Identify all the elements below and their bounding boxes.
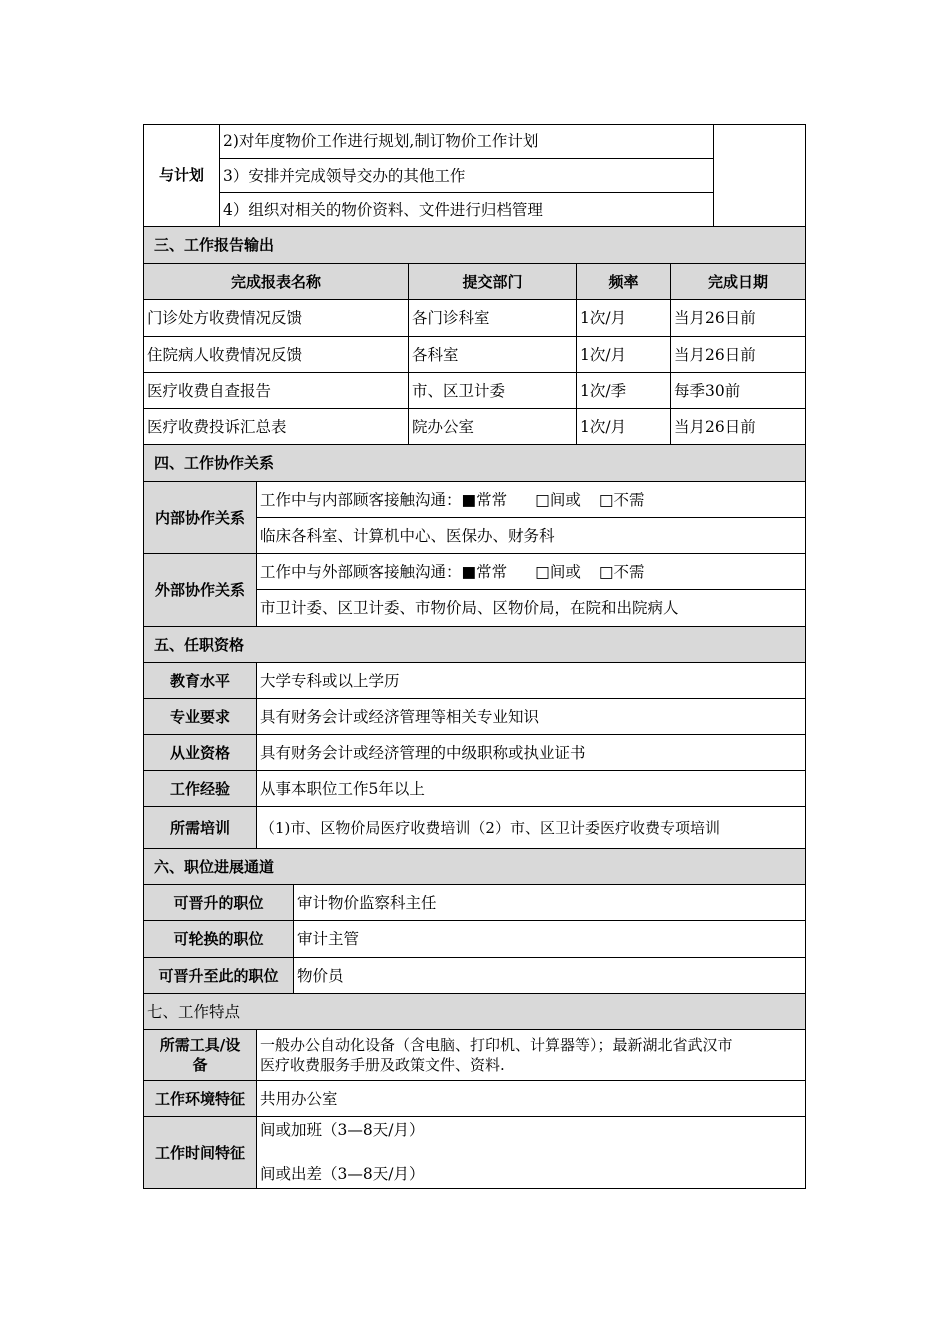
qualification-row [144,771,806,807]
plan-item: 4）组织对相关的物价资料、文件进行归档管理 [220,193,714,227]
time-label: 工作时间特征 [144,1117,257,1189]
report-name: 医疗收费自查报告 [144,373,409,409]
option-never: □不需 [598,562,645,581]
table-row [144,300,806,337]
career-label: 可晋升的职位 [144,885,294,921]
report-date: 当月26日前 [671,337,806,373]
external-prefix: 工作中与外部顾客接触沟通： [260,562,462,581]
qualification-row [144,663,806,699]
report-name: 住院病人收费情况反馈 [144,337,409,373]
section-title: 六、职位进展通道 [144,849,806,885]
career-label: 可轮换的职位 [144,921,294,958]
qualification-row [144,735,806,771]
section-reports [144,227,806,264]
plan-item: 3）安排并完成领导交办的其他工作 [220,159,714,193]
table-row [144,373,806,409]
section-qualification [144,627,806,663]
section-title: 七、工作特点 [144,994,806,1030]
career-row [144,885,806,921]
tools-row [144,1030,806,1081]
career-value: 物价员 [294,958,806,994]
qualification-label: 从业资格 [144,735,257,771]
career-row [144,958,806,994]
qualification-label: 专业要求 [144,699,257,735]
internal-label: 内部协作关系 [144,482,257,554]
career-row [144,921,806,958]
time-value-line2: 间或出差（3—8天/月） [260,1165,425,1183]
external-label: 外部协作关系 [144,554,257,627]
qualification-value: 具有财务会计或经济管理的中级职称或执业证书 [257,735,806,771]
report-date: 当月26日前 [671,300,806,337]
report-name: 门诊处方收费情况反馈 [144,300,409,337]
plan-remark [714,124,806,227]
qualification-value: 具有财务会计或经济管理等相关专业知识 [257,699,806,735]
col-header: 完成报表名称 [144,264,409,300]
internal-cooperation [144,482,806,554]
report-freq: 1次/月 [577,337,671,373]
plan-block [144,124,806,227]
section-title: 三、工作报告输出 [144,227,806,264]
career-value: 审计主管 [294,921,806,958]
section-career [144,849,806,885]
plan-item: 2)对年度物价工作进行规划,制订物价工作计划 [220,124,714,159]
environment-label: 工作环境特征 [144,1081,257,1117]
external-partners: 市卫计委、区卫计委、市物价局、区物价局，在院和出院病人 [257,590,806,627]
tools-value [257,1030,806,1081]
time-row [144,1117,806,1189]
qualification-label: 所需培训 [144,807,257,849]
qualification-label: 工作经验 [144,771,257,807]
internal-prefix: 工作中与内部顾客接触沟通： [260,490,462,509]
report-dept: 院办公室 [409,409,577,445]
option-sometimes: □间或 [535,562,581,581]
external-cooperation [144,554,806,627]
checked-option: ■常常 [461,490,508,509]
time-value-line1: 间或加班（3—8天/月） [260,1121,425,1139]
qualification-row [144,807,806,849]
report-freq: 1次/季 [577,373,671,409]
report-date: 当月26日前 [671,409,806,445]
report-freq: 1次/月 [577,300,671,337]
qualification-row [144,699,806,735]
section-title: 五、任职资格 [144,627,806,663]
col-header: 提交部门 [409,264,577,300]
report-name: 医疗收费投诉汇总表 [144,409,409,445]
col-header: 频率 [577,264,671,300]
report-date: 每季30前 [671,373,806,409]
tools-value-line1: 一般办公自动化设备（含电脑、打印机、计算器等）；最新湖北省武汉市 [260,1036,733,1054]
environment-value: 共用办公室 [257,1081,806,1117]
tools-label-line1: 所需工具/设 [159,1036,241,1054]
section-cooperation [144,445,806,482]
career-value: 审计物价监察科主任 [294,885,806,921]
report-dept: 各科室 [409,337,577,373]
option-never: □不需 [598,490,645,509]
checked-option: ■常常 [461,562,508,581]
qualification-value: （1)市、区物价局医疗收费培训（2）市、区卫计委医疗收费专项培训 [257,807,806,849]
environment-row [144,1081,806,1117]
col-header: 完成日期 [671,264,806,300]
external-contact-line [257,554,806,590]
qualification-value: 大学专科或以上学历 [257,663,806,699]
tools-label-line2: 备 [192,1056,208,1074]
table-row [144,337,806,373]
career-label: 可晋升至此的职位 [144,958,294,994]
tools-value-line2: 医疗收费服务手册及政策文件、资料. [260,1056,505,1074]
internal-contact-line [257,482,806,518]
report-dept: 市、区卫计委 [409,373,577,409]
section-title: 四、工作协作关系 [144,445,806,482]
time-value [257,1117,806,1189]
internal-partners: 临床各科室、计算机中心、医保办、财务科 [257,518,806,554]
qualification-value: 从事本职位工作5年以上 [257,771,806,807]
option-sometimes: □间或 [535,490,581,509]
reports-header-row [144,264,806,300]
table-row [144,409,806,445]
qualification-label: 教育水平 [144,663,257,699]
section-features [144,994,806,1030]
report-dept: 各门诊科室 [409,300,577,337]
report-freq: 1次/月 [577,409,671,445]
plan-header: 与计划 [144,124,220,227]
tools-label [144,1030,257,1081]
